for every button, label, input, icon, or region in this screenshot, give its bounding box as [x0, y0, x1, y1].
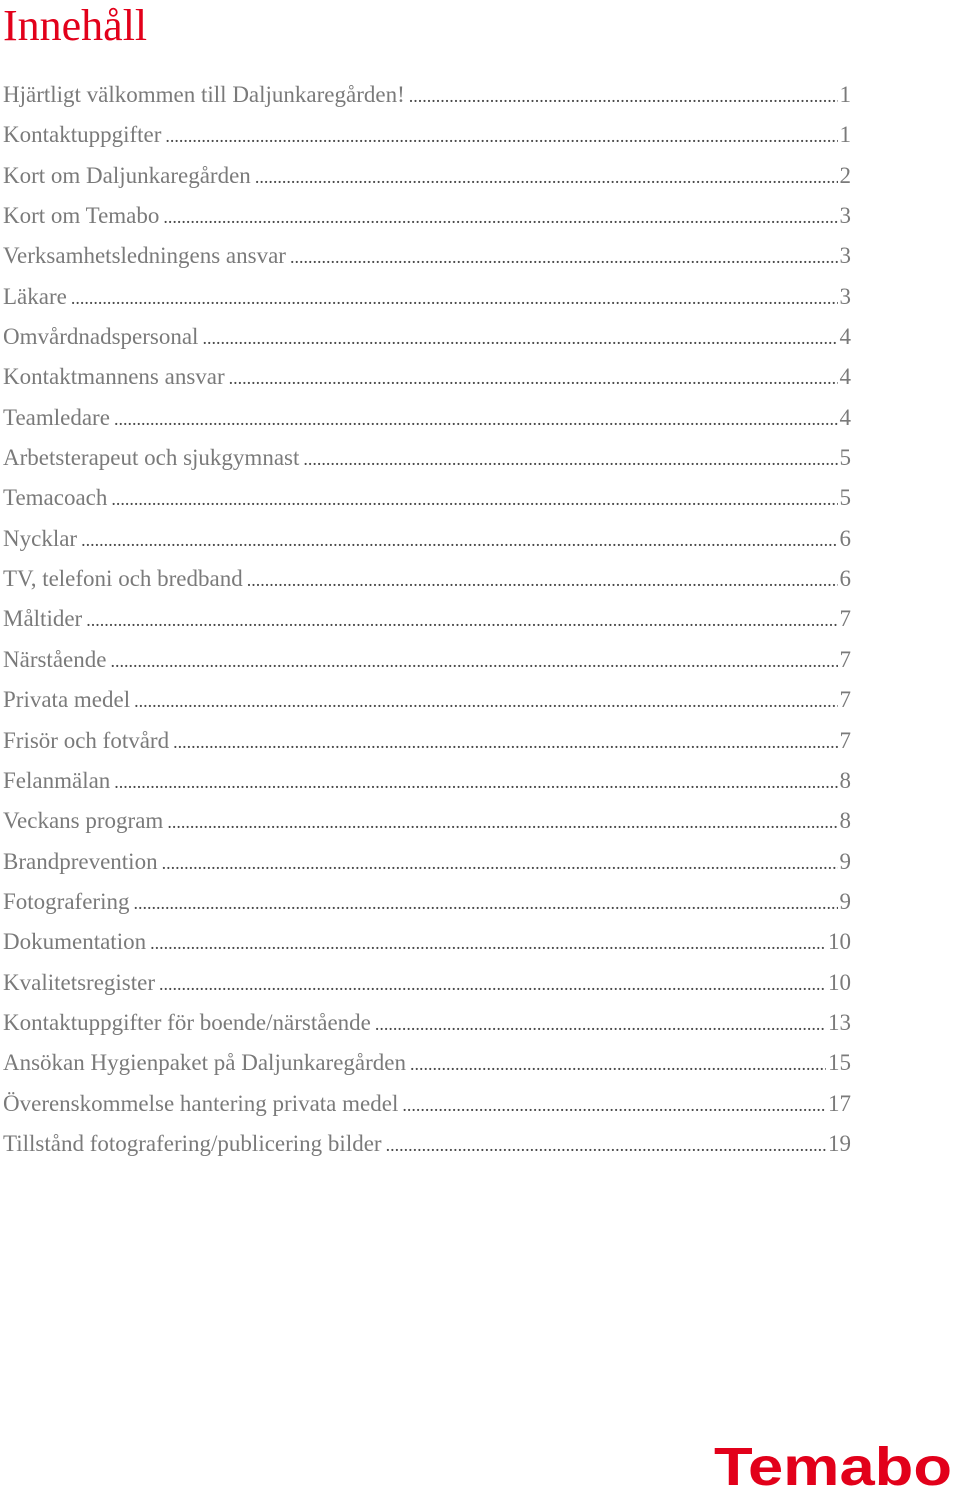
toc-entry-title: Privata medel: [3, 687, 131, 713]
toc-entry-page-number: 1: [839, 122, 851, 148]
toc-entry[interactable]: [3, 640, 851, 680]
toc-entry-page-number: 7: [839, 606, 851, 632]
toc-entry-page-number: 8: [839, 808, 851, 834]
temabo-logo: [714, 1439, 954, 1495]
toc-entry[interactable]: [3, 882, 851, 922]
toc-dot-leader: [134, 681, 837, 721]
toc-entry-title: Kontaktuppgifter för boende/närstående: [3, 1009, 371, 1035]
toc-entry-page-number: 4: [839, 324, 851, 350]
toc-entry[interactable]: [3, 1043, 851, 1083]
toc-entry-title: Omvårdnadspersonal: [3, 324, 199, 350]
toc-entry-page-number: 8: [839, 767, 851, 793]
toc-entry[interactable]: [3, 1124, 851, 1164]
toc-entry-title: Teamledare: [3, 404, 110, 430]
toc-entry[interactable]: [3, 963, 851, 1003]
toc-entry-title: Hjärtligt välkommen till Daljunkaregården!: [3, 82, 405, 107]
toc-dot-leader: [167, 802, 837, 842]
toc-dot-leader: [247, 560, 838, 600]
toc-entry-title: Överenskommelse hantering privata medel: [3, 1090, 399, 1116]
toc-dot-leader: [410, 1044, 826, 1084]
toc-dot-leader: [303, 439, 837, 479]
toc-entry[interactable]: [3, 519, 851, 559]
toc-entry-title: Veckans program: [3, 808, 164, 834]
toc-entry-page-number: 3: [839, 243, 851, 269]
toc-dot-leader: [81, 520, 837, 560]
toc-entry-title: Frisör och fotvård: [3, 727, 170, 753]
toc-entry[interactable]: [3, 1084, 851, 1124]
toc-entry-page-number: 4: [839, 404, 851, 430]
toc-entry-title: Ansökan Hygienpaket på Daljunkaregården: [3, 1050, 406, 1076]
toc-entry-page-number: 3: [839, 203, 851, 229]
toc-entry-page-number: 7: [839, 646, 851, 672]
toc-entry-page-number: 2: [839, 162, 851, 188]
toc-entry[interactable]: [3, 196, 851, 236]
toc-entry[interactable]: [3, 922, 851, 962]
toc-entry-page-number: 6: [839, 566, 851, 592]
toc-entry[interactable]: [3, 156, 851, 196]
toc-dot-leader: [150, 923, 826, 963]
toc-entry-page-number: 13: [828, 1009, 851, 1035]
toc-dot-leader: [114, 762, 837, 802]
toc-dot-leader: [409, 76, 838, 116]
toc-entry-page-number: 10: [828, 929, 851, 955]
toc-dot-leader: [375, 1004, 826, 1044]
toc-entry-title: Närstående: [3, 646, 107, 672]
toc-entry-page-number: 5: [839, 485, 851, 511]
toc-entry-title: Kort om Temabo: [3, 203, 160, 229]
toc-dot-leader: [202, 318, 837, 358]
toc-entry[interactable]: [3, 75, 851, 115]
toc-entry-page-number: 7: [839, 687, 851, 713]
toc-dot-leader: [159, 964, 826, 1004]
logo-text: Temabo: [714, 1439, 952, 1495]
toc-entry-title: Läkare: [3, 283, 67, 309]
toc-entry-title: Arbetsterapeut och sjukgymnast: [3, 445, 300, 471]
toc-entry[interactable]: [3, 599, 851, 639]
page-title: Innehåll: [3, 1, 148, 50]
toc-dot-leader: [162, 843, 838, 883]
toc-dot-leader: [133, 883, 837, 923]
toc-entry-page-number: 5: [839, 445, 851, 471]
toc-dot-leader: [114, 399, 838, 439]
table-of-contents: [3, 75, 851, 1164]
toc-dot-leader: [290, 237, 838, 277]
toc-entry-page-number: 3: [839, 283, 851, 309]
toc-entry-title: Måltider: [3, 606, 83, 632]
toc-entry[interactable]: [3, 277, 851, 317]
toc-entry-page-number: 17: [828, 1090, 851, 1116]
toc-entry-page-number: 7: [839, 727, 851, 753]
toc-dot-leader: [71, 278, 838, 318]
toc-dot-leader: [402, 1085, 826, 1125]
toc-dot-leader: [229, 358, 838, 398]
toc-entry-title: Felanmälan: [3, 767, 111, 793]
toc-entry[interactable]: [3, 559, 851, 599]
toc-dot-leader: [255, 157, 838, 197]
toc-entry-title: Kvalitetsregister: [3, 969, 156, 995]
toc-entry-title: Kort om Daljunkaregården: [3, 162, 251, 188]
toc-entry[interactable]: [3, 842, 851, 882]
toc-entry-page-number: 9: [839, 888, 851, 914]
toc-entry-page-number: 10: [828, 969, 851, 995]
toc-dot-leader: [110, 641, 837, 681]
toc-dot-leader: [111, 479, 837, 519]
toc-entry[interactable]: [3, 761, 851, 801]
toc-entry-title: Temacoach: [3, 485, 108, 511]
toc-entry-page-number: 19: [828, 1130, 851, 1156]
toc-entry-title: Nycklar: [3, 525, 78, 551]
toc-dot-leader: [386, 1125, 826, 1165]
toc-entry-title: TV, telefoni och bredband: [3, 566, 243, 592]
toc-entry[interactable]: [3, 721, 851, 761]
toc-entry-page-number: 1: [839, 82, 851, 107]
toc-dot-leader: [163, 197, 837, 237]
toc-entry-page-number: 15: [828, 1050, 851, 1076]
toc-entry-title: Kontaktmannens ansvar: [3, 364, 225, 390]
toc-entry[interactable]: [3, 317, 851, 357]
toc-entry-title: Brandprevention: [3, 848, 158, 874]
toc-entry[interactable]: [3, 398, 851, 438]
toc-entry-title: Verksamhetsledningens ansvar: [3, 243, 286, 269]
toc-entry-page-number: 4: [839, 364, 851, 390]
toc-entry-page-number: 6: [839, 525, 851, 551]
toc-entry[interactable]: [3, 680, 851, 720]
toc-entry-title: Fotografering: [3, 888, 130, 914]
toc-entry[interactable]: [3, 801, 851, 841]
toc-dot-leader: [165, 116, 837, 156]
toc-entry[interactable]: [3, 438, 851, 478]
toc-entry[interactable]: [3, 236, 851, 276]
toc-dot-leader: [86, 600, 837, 640]
toc-entry[interactable]: [3, 1003, 851, 1043]
toc-entry-title: Tillstånd fotografering/publicering bilder: [3, 1130, 382, 1156]
toc-entry-page-number: 9: [839, 848, 851, 874]
toc-entry[interactable]: [3, 478, 851, 518]
toc-entry[interactable]: [3, 115, 851, 155]
toc-entry[interactable]: [3, 357, 851, 397]
toc-entry-title: Dokumentation: [3, 929, 147, 955]
toc-entry-title: Kontaktuppgifter: [3, 122, 162, 148]
toc-dot-leader: [173, 722, 837, 762]
